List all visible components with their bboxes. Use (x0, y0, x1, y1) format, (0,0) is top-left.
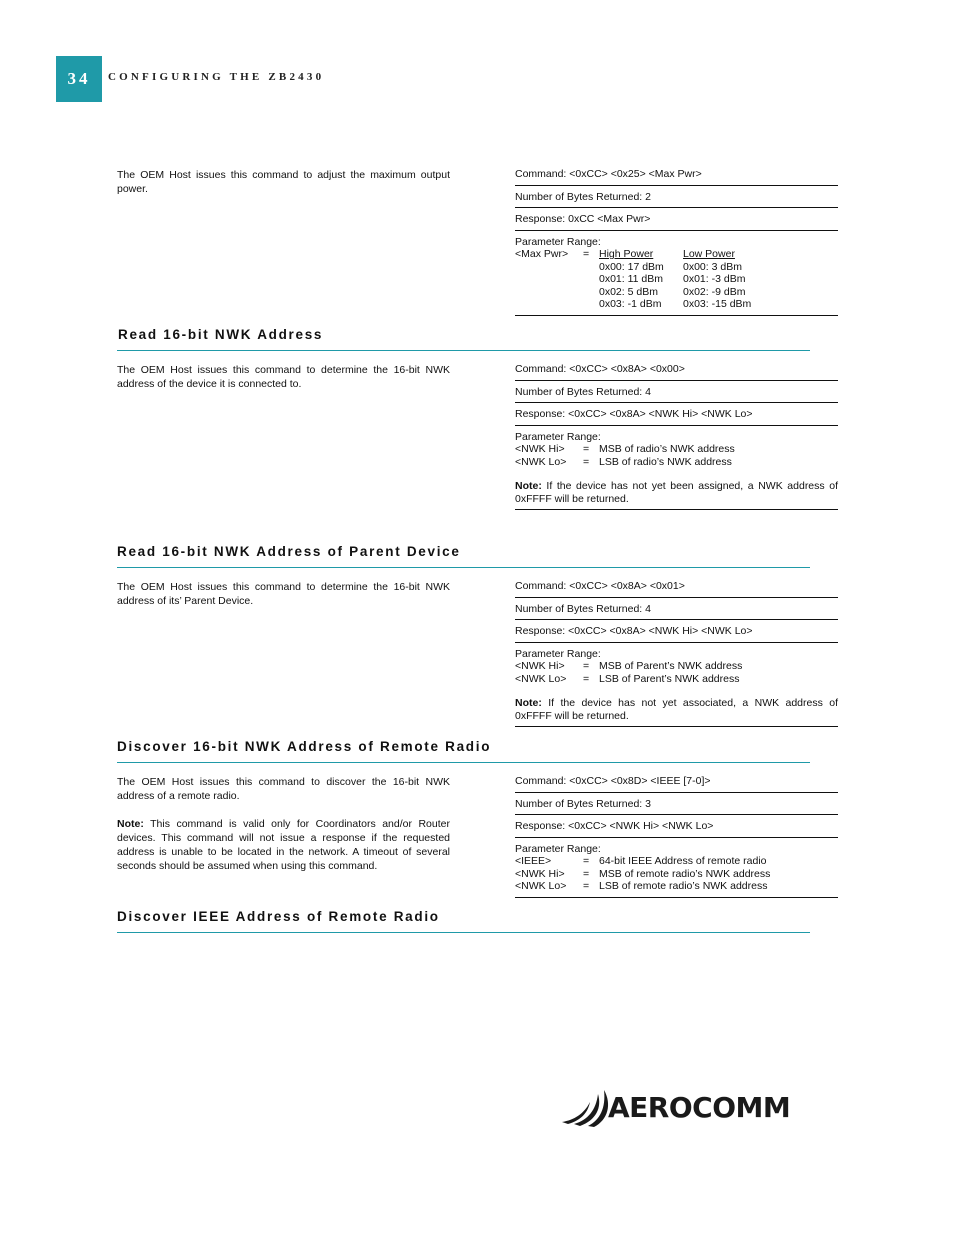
parameter-range-row (515, 426, 838, 511)
parameter-range-label: Parameter Range: (515, 647, 601, 660)
bytes-returned-row: Number of Bytes Returned: 2 (515, 186, 838, 209)
command-table (515, 363, 838, 510)
section-description: The OEM Host issues this command to determine the 16-bit NWK address of its’ Parent Device. (117, 581, 450, 607)
parameter-range-label: Parameter Range: (515, 430, 601, 443)
param-line (515, 660, 838, 673)
param-name: <NWK Lo> (515, 672, 567, 685)
section-heading: Read 16-bit NWK Address of Parent Device (117, 544, 461, 559)
param-value: LSB of radio’s NWK address (599, 455, 732, 468)
param-value: LSB of remote radio’s NWK address (599, 880, 768, 892)
note-label: Note: (117, 818, 144, 830)
high-power-header: High Power (599, 248, 654, 260)
high-power-value: 0x01: 11 dBm (599, 273, 664, 285)
section-description: The OEM Host issues this command to determine the 16-bit NWK address of the device it is connected to. (117, 364, 450, 390)
command-row: Command: <0xCC> <0x8D> <IEEE [7-0]> (515, 775, 838, 793)
note-label: Note: (515, 697, 542, 709)
param-line (515, 868, 838, 881)
logo-swoosh-icon (562, 1090, 608, 1127)
response-row: Response: <0xCC> <0x8A> <NWK Hi> <NWK Lo> (515, 403, 838, 426)
param-equals: = (583, 455, 590, 468)
param-name: <NWK Hi> (515, 867, 565, 880)
param-equals: = (583, 867, 590, 880)
bytes-returned-row: Number of Bytes Returned: 4 (515, 381, 838, 404)
response-row: Response: <0xCC> <0x8A> <NWK Hi> <NWK Lo> (515, 620, 838, 643)
note (515, 480, 838, 505)
param-name: <NWK Hi> (515, 660, 565, 672)
low-power-header: Low Power (683, 248, 735, 260)
bytes-returned-row: Number of Bytes Returned: 3 (515, 793, 838, 816)
power-table (599, 248, 838, 311)
param-equals: = (583, 880, 590, 892)
description-note (117, 817, 450, 873)
param-equals: = (583, 443, 590, 455)
parameter-range-row (515, 231, 838, 316)
command-row: Command: <0xCC> <0x25> <Max Pwr> (515, 168, 838, 186)
description-text: The OEM Host issues this command to discover the 16-bit NWK address of a remote radio. (117, 776, 450, 802)
response-row: Response: 0xCC <Max Pwr> (515, 208, 838, 231)
high-power-value: 0x03: -1 dBm (599, 298, 662, 310)
section-divider (117, 567, 810, 568)
param-name: <IEEE> (515, 855, 552, 867)
section-divider (117, 762, 810, 763)
aerocomm-logo (560, 1084, 835, 1128)
param-equals: = (583, 660, 590, 672)
note (515, 697, 838, 722)
max-power-description: The OEM Host issues this command to adjust the maximum output power. (117, 169, 450, 195)
bytes-returned-row: Number of Bytes Returned: 4 (515, 598, 838, 621)
param-line (515, 673, 838, 686)
note-text: If the device has not yet associated, a NWK address of 0xFFFF will be returned. (515, 697, 838, 722)
param-line (515, 880, 838, 893)
high-power-value: 0x02: 5 dBm (599, 285, 658, 298)
low-power-value: 0x02: -9 dBm (683, 285, 746, 298)
param-name: <NWK Lo> (515, 455, 567, 468)
parameter-range-row (515, 838, 838, 898)
param-value: LSB of Parent’s NWK address (599, 672, 740, 685)
command-table (515, 580, 838, 727)
parameter-range-label: Parameter Range: (515, 235, 601, 248)
note-label: Note: (515, 480, 542, 492)
param-name: <NWK Hi> (515, 443, 565, 455)
response-row: Response: <0xCC> <NWK Hi> <NWK Lo> (515, 815, 838, 838)
param-line (515, 855, 838, 868)
low-power-value: 0x03: -15 dBm (683, 298, 752, 310)
param-value: MSB of radio’s NWK address (599, 443, 735, 455)
param-equals: = (583, 672, 590, 685)
section-divider (117, 350, 810, 351)
low-power-value: 0x00: 3 dBm (683, 260, 742, 273)
param-value: 64-bit IEEE Address of remote radio (599, 855, 767, 867)
param-equals: = (583, 855, 590, 867)
section-heading: Read 16-bit NWK Address (118, 327, 324, 342)
param-line (515, 443, 838, 456)
command-row: Command: <0xCC> <0x8A> <0x01> (515, 580, 838, 598)
parameter-range-label: Parameter Range: (515, 842, 601, 855)
section-divider (117, 932, 810, 933)
param-equals: = (583, 248, 590, 260)
logo-wordmark: AEROCOMM (608, 1091, 791, 1124)
section-heading: Discover 16-bit NWK Address of Remote Radio (117, 739, 492, 754)
param-value: MSB of remote radio’s NWK address (599, 867, 771, 880)
param-name: <Max Pwr> (515, 248, 569, 260)
note-text: This command is valid only for Coordinators and/or Router devices. This command will not issue a response if the requested address is unable to be located in the network. A timeout of several seconds should be assumed when using this command. (117, 818, 450, 872)
command-table (515, 775, 838, 898)
param-name: <NWK Lo> (515, 880, 567, 892)
note-text: If the device has not yet been assigned, a NWK address of 0xFFFF will be returned. (515, 480, 838, 505)
param-line (515, 456, 838, 469)
command-row: Command: <0xCC> <0x8A> <0x00> (515, 363, 838, 381)
section-description (117, 775, 450, 873)
high-power-value: 0x00: 17 dBm (599, 260, 664, 273)
chapter-title: CONFIGURING THE ZB2430 (108, 71, 325, 83)
param-value: MSB of Parent’s NWK address (599, 660, 743, 672)
low-power-value: 0x01: -3 dBm (683, 273, 746, 285)
param-line (515, 248, 838, 311)
page-number-badge: 34 (56, 56, 102, 102)
parameter-range-row (515, 643, 838, 728)
section-heading: Discover IEEE Address of Remote Radio (117, 909, 440, 924)
max-power-table (515, 168, 838, 316)
